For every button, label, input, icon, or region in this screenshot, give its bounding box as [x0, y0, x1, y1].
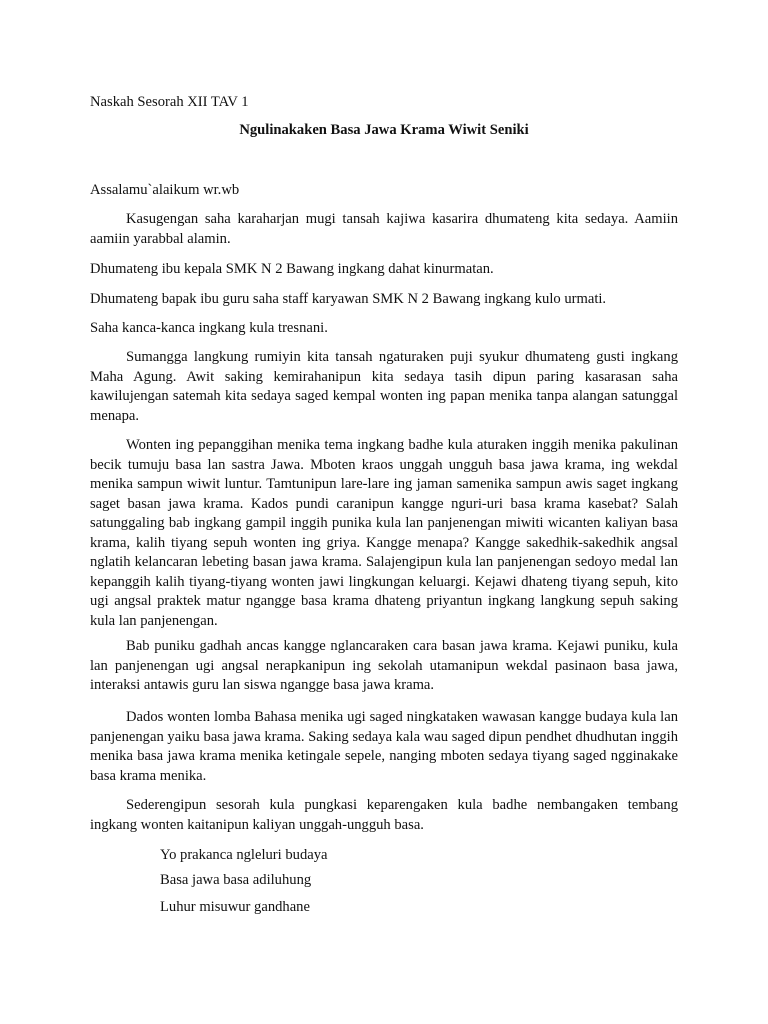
opening-paragraph: Kasugengan saha karaharjan mugi tansah kajiwa kasarira dhumateng kita sedaya. Aamiin aamiin yarabbal alamin.: [90, 211, 678, 247]
poem-line: Yo prakanca ngleluri budaya: [160, 847, 328, 863]
address-line: Dhumateng ibu kepala SMK N 2 Bawang ingkang dahat kinurmatan.: [90, 261, 494, 277]
body-paragraph: Bab puniku gadhah ancas kangge nglancaraken cara basan jawa krama. Kejawi puniku, kula lan panjenengan ugi angsal nerapkanipun ing sekolah utamanipun wekdal pasinaon basa jawa, interaksi antawis guru lan siswa ngangge basa jawa krama.: [90, 638, 678, 693]
poem-line: Basa jawa basa adiluhung: [160, 872, 312, 888]
document-label: Naskah Sesorah XII TAV 1: [90, 94, 249, 110]
body-paragraph: Sederengipun sesorah kula pungkasi keparengaken kula badhe nembangaken tembang ingkang wonten kaitanipun kaliyan unggah-ungguh basa.: [90, 797, 678, 833]
address-line: Dhumateng bapak ibu guru saha staff karyawan SMK N 2 Bawang ingkang kulo urmati.: [90, 291, 607, 307]
body-paragraph: Dados wonten lomba Bahasa menika ugi saged ningkataken wawasan kangge budaya kula lan panjenengan yaiku basa jawa krama. Saking sedaya kala wau saged dipun pendhet dhudhutan inggih menika basa jawa krama menika ketingale sepele, nanging mboten sedaya tiyang saged ngginakake basa krama menika.: [90, 709, 678, 784]
greeting: Assalamu`alaikum wr.wb: [90, 182, 240, 198]
document-title: Ngulinakaken Basa Jawa Krama Wiwit Seniki: [239, 122, 529, 138]
body-paragraph: Sumangga langkung rumiyin kita tansah ngaturaken puji syukur dhumateng gusti ingkang Maha Agung. Awit saking kemirahanipun kita sedaya tasih dipun paring kasarasan saha kawilujengan satemah kita sedaya saged kempal wonten ing papan menika tanpa alangan satunggal menapa.: [90, 349, 678, 424]
body-paragraph: Wonten ing pepanggihan menika tema ingkang badhe kula aturaken inggih menika pakulinan becik tumuju basa lan sastra Jawa. Mboten kraos unggah ungguh basa jawa krama, ing wekdal menika sampun wiwit luntur. Tamtunipun lare-lare ing jaman samenika sampun awis saget ingkang saget basan jawa krama. Kados pundi caranipun kangge nguri-uri basa krama kasebat? Salah satunggaling bab ingkang gampil inggih punika kula lan panjenengan miwiti wicanten kaliyan basa krama, kalih tiyang sepuh wonten ing griya. Kangge menapa? Kangge sakedhik-sakedhik angsal nglatih kelancaran lebeting basan jawa krama. Salajengipun kula lan panjenengan sedoyo medal lan kepanggih kalih tiyang-tiyang wonten jawi lingkungan keluargi. Kejawi dhateng tiyang sepuh, kito ugi angsal praktek matur ngangge basa krama dhateng priyantun ingkang langkung sepuh saking kula lan panjenengan.: [90, 437, 678, 629]
poem-line: Luhur misuwur gandhane: [160, 899, 310, 915]
address-line: Saha kanca-kanca ingkang kula tresnani.: [90, 320, 328, 336]
